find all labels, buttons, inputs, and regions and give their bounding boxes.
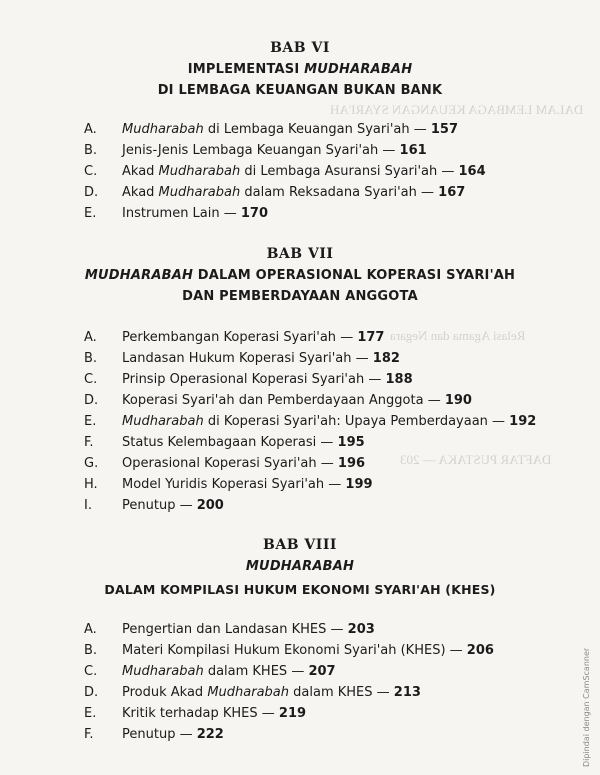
toc-entry-letter: B. <box>84 143 98 158</box>
toc-entry-text <box>122 164 486 179</box>
toc-entry <box>0 643 600 664</box>
toc-entry-post: di Lembaga Asuransi Syari'ah <box>240 164 438 179</box>
chapter-7-title-line2: DAN PEMBERDAYAAN ANGGOTA <box>182 289 418 304</box>
toc-entry-text <box>122 706 306 721</box>
toc-entry-letter: C. <box>84 164 98 179</box>
toc-entry-page: 200 <box>196 498 224 513</box>
chapter-6-toc-list <box>0 122 600 227</box>
toc-entry-text <box>122 185 465 200</box>
toc-entry-page: 206 <box>466 643 494 658</box>
toc-entry-text <box>122 477 373 492</box>
toc-entry-separator: — <box>175 498 197 513</box>
toc-entry-letter: E. <box>84 414 97 429</box>
toc-entry-page: 170 <box>240 206 269 221</box>
toc-entry-text <box>122 622 375 637</box>
toc-entry <box>0 206 600 227</box>
toc-entry-separator: — <box>351 351 373 366</box>
toc-entry-page: 167 <box>438 185 466 200</box>
chapter-6-title-prefix: IMPLEMENTASI <box>187 62 305 77</box>
chapter-7-toc-list <box>0 330 600 519</box>
toc-entry-em: Mudharabah <box>158 164 241 179</box>
toc-entry <box>0 706 600 727</box>
toc-entry-text <box>122 143 427 158</box>
ghost-text-1: DALAM LEMBAGA KEUANGAN SYARI'AH <box>330 102 584 117</box>
chapter-6-heading: BAB VI <box>270 40 330 56</box>
toc-entry-letter: G. <box>84 456 99 471</box>
toc-entry-letter: A. <box>84 122 97 137</box>
toc-entry-text <box>122 122 458 137</box>
toc-entry-pre: Operasional Koperasi Syari'ah <box>122 456 317 471</box>
toc-entry-page: 177 <box>357 330 385 345</box>
toc-entry-em: Mudharabah <box>122 664 204 679</box>
toc-entry-page: 199 <box>345 477 373 492</box>
toc-entry-page: 161 <box>399 143 427 158</box>
toc-entry-pre: Materi Kompilasi Hukum Ekonomi Syari'ah (KHES) <box>122 643 446 658</box>
toc-entry-pre: Jenis-Jenis Lembaga Keuangan Syari'ah <box>122 143 379 158</box>
toc-entry-separator: — <box>445 643 467 658</box>
toc-entry <box>0 685 600 706</box>
chapter-7-header <box>0 246 600 304</box>
toc-entry-separator: — <box>287 664 309 679</box>
chapter-8-title-line2: DALAM KOMPILASI HUKUM EKONOMI SYARI'AH (KHES) <box>104 582 496 597</box>
chapter-7-title-line1 <box>0 268 600 283</box>
chapter-8-toc-list <box>0 622 600 748</box>
toc-entry-separator: — <box>336 330 358 345</box>
toc-entry-page: 222 <box>196 727 224 742</box>
toc-entry-text <box>122 351 400 366</box>
toc-entry-text <box>122 456 365 471</box>
toc-entry-em: Mudharabah <box>158 185 241 200</box>
toc-entry-separator: — <box>219 206 241 221</box>
chapter-6-header <box>0 40 600 98</box>
toc-entry <box>0 393 600 414</box>
toc-entry-text <box>122 643 494 658</box>
toc-entry-text <box>122 330 384 345</box>
toc-entry-pre: Penutup <box>122 498 176 513</box>
toc-entry-text <box>122 393 472 408</box>
toc-entry-pre: Instrumen Lain <box>122 206 220 221</box>
toc-entry-separator: — <box>175 727 197 742</box>
toc-entry <box>0 664 600 685</box>
toc-entry-separator: — <box>378 143 400 158</box>
toc-entry-pre: Prinsip Operasional Koperasi Syari'ah <box>122 372 365 387</box>
toc-entry-separator: — <box>423 393 445 408</box>
chapter-7-heading: BAB VII <box>266 246 334 262</box>
chapter-8-heading: BAB VIII <box>263 537 337 553</box>
toc-entry <box>0 477 600 498</box>
toc-entry-letter: C. <box>84 372 98 387</box>
toc-entry-pre: Status Kelembagaan Koperasi <box>122 435 317 450</box>
toc-entry-em: Mudharabah <box>122 414 204 429</box>
toc-entry-separator: — <box>326 622 348 637</box>
toc-entry <box>0 330 600 351</box>
toc-entry-text <box>122 435 365 450</box>
toc-entry-pre: Perkembangan Koperasi Syari'ah <box>122 330 337 345</box>
toc-entry-letter: D. <box>84 185 99 200</box>
chapter-7-title-suffix: DALAM OPERASIONAL KOPERASI SYARI'AH <box>193 268 516 283</box>
toc-entry <box>0 727 600 748</box>
toc-entry-text <box>122 664 336 679</box>
toc-entry <box>0 435 600 456</box>
toc-entry-pre: Akad <box>122 164 159 179</box>
toc-entry <box>0 498 600 519</box>
toc-entry-separator: — <box>364 372 386 387</box>
toc-entry <box>0 372 600 393</box>
toc-entry-pre: Akad <box>122 185 159 200</box>
chapter-8-title-line1: MUDHARABAH <box>245 559 355 574</box>
toc-entry-page: 196 <box>337 456 366 471</box>
toc-entry-post: dalam Reksadana Syari'ah <box>240 185 417 200</box>
toc-entry <box>0 414 600 435</box>
toc-entry-letter: B. <box>84 643 98 658</box>
toc-entry-separator: — <box>324 477 346 492</box>
chapter-6-title-line2: DI LEMBAGA KEUANGAN BUKAN BANK <box>157 83 443 98</box>
toc-entry-pre: Landasan Hukum Koperasi Syari'ah <box>122 351 352 366</box>
toc-entry-letter: H. <box>84 477 98 492</box>
toc-entry-separator: — <box>372 685 394 700</box>
toc-entry-post: di Lembaga Keuangan Syari'ah <box>203 122 410 137</box>
toc-entry-page: 213 <box>393 685 421 700</box>
toc-entry-page: 195 <box>337 435 365 450</box>
toc-entry-text <box>122 727 224 742</box>
toc-entry-separator: — <box>316 435 338 450</box>
toc-entry-text <box>122 206 268 221</box>
toc-entry-letter: B. <box>84 351 98 366</box>
toc-entry-pre: Kritik terhadap KHES <box>122 706 258 721</box>
toc-entry-page: 207 <box>308 664 336 679</box>
chapter-7-title-em: MUDHARABAH <box>84 268 194 283</box>
toc-entry-pre: Pengertian dan Landasan KHES <box>122 622 327 637</box>
toc-entry-em: Mudharabah <box>207 685 290 700</box>
toc-entry <box>0 143 600 164</box>
toc-entry-separator: — <box>409 122 431 137</box>
toc-entry-separator: — <box>416 185 439 200</box>
toc-entry <box>0 351 600 372</box>
toc-entry-letter: A. <box>84 330 97 345</box>
toc-entry-letter: A. <box>84 622 97 637</box>
toc-entry-letter: E. <box>84 206 97 221</box>
toc-entry-separator: — <box>316 456 338 471</box>
toc-entry <box>0 122 600 143</box>
toc-entry <box>0 185 600 206</box>
toc-entry-letter: D. <box>84 685 99 700</box>
toc-entry-text <box>122 372 413 387</box>
toc-entry-letter: D. <box>84 393 99 408</box>
scanner-watermark: Dipindai dengan CamScanner <box>582 647 591 767</box>
toc-entry <box>0 456 600 477</box>
toc-entry-text <box>122 685 421 700</box>
toc-entry-pre: Model Yuridis Koperasi Syari'ah <box>122 477 325 492</box>
toc-entry-letter: I. <box>84 498 92 513</box>
toc-entry-page: 190 <box>444 393 472 408</box>
toc-entry <box>0 622 600 643</box>
toc-entry-text <box>122 414 536 429</box>
toc-entry-page: 164 <box>458 164 486 179</box>
toc-entry-separator: — <box>257 706 279 721</box>
toc-entry-letter: F. <box>84 727 94 742</box>
toc-entry-page: 188 <box>385 372 413 387</box>
toc-entry-pre: Produk Akad <box>122 685 208 700</box>
toc-entry-post: dalam KHES <box>289 685 373 700</box>
toc-entry-letter: F. <box>84 435 94 450</box>
toc-entry-page: 182 <box>372 351 400 366</box>
toc-entry <box>0 164 600 185</box>
toc-entry-page: 203 <box>347 622 375 637</box>
toc-entry-pre: Penutup <box>122 727 176 742</box>
toc-entry-page: 157 <box>430 122 459 137</box>
chapter-8-header <box>0 537 600 597</box>
toc-entry-post: di Koperasi Syari'ah: Upaya Pemberdayaan <box>203 414 488 429</box>
toc-entry-separator: — <box>437 164 459 179</box>
ghost-text-3: Relasi Agama dan Negara <box>390 328 526 343</box>
toc-entry-page: 219 <box>278 706 307 721</box>
toc-entry-letter: E. <box>84 706 97 721</box>
toc-entry-em: Mudharabah <box>122 122 204 137</box>
toc-entry-post: dalam KHES <box>203 664 288 679</box>
toc-entry-page: 192 <box>509 414 537 429</box>
chapter-6-title-em: MUDHARABAH <box>304 62 413 77</box>
toc-entry-text <box>122 498 224 513</box>
toc-entry-letter: C. <box>84 664 98 679</box>
ghost-text-2: DAFTAR PUSTAKA — 203 <box>400 452 552 467</box>
toc-entry-separator: — <box>487 414 510 429</box>
toc-entry-pre: Koperasi Syari'ah dan Pemberdayaan Anggota <box>122 393 424 408</box>
chapter-6-title-line1 <box>0 62 600 77</box>
